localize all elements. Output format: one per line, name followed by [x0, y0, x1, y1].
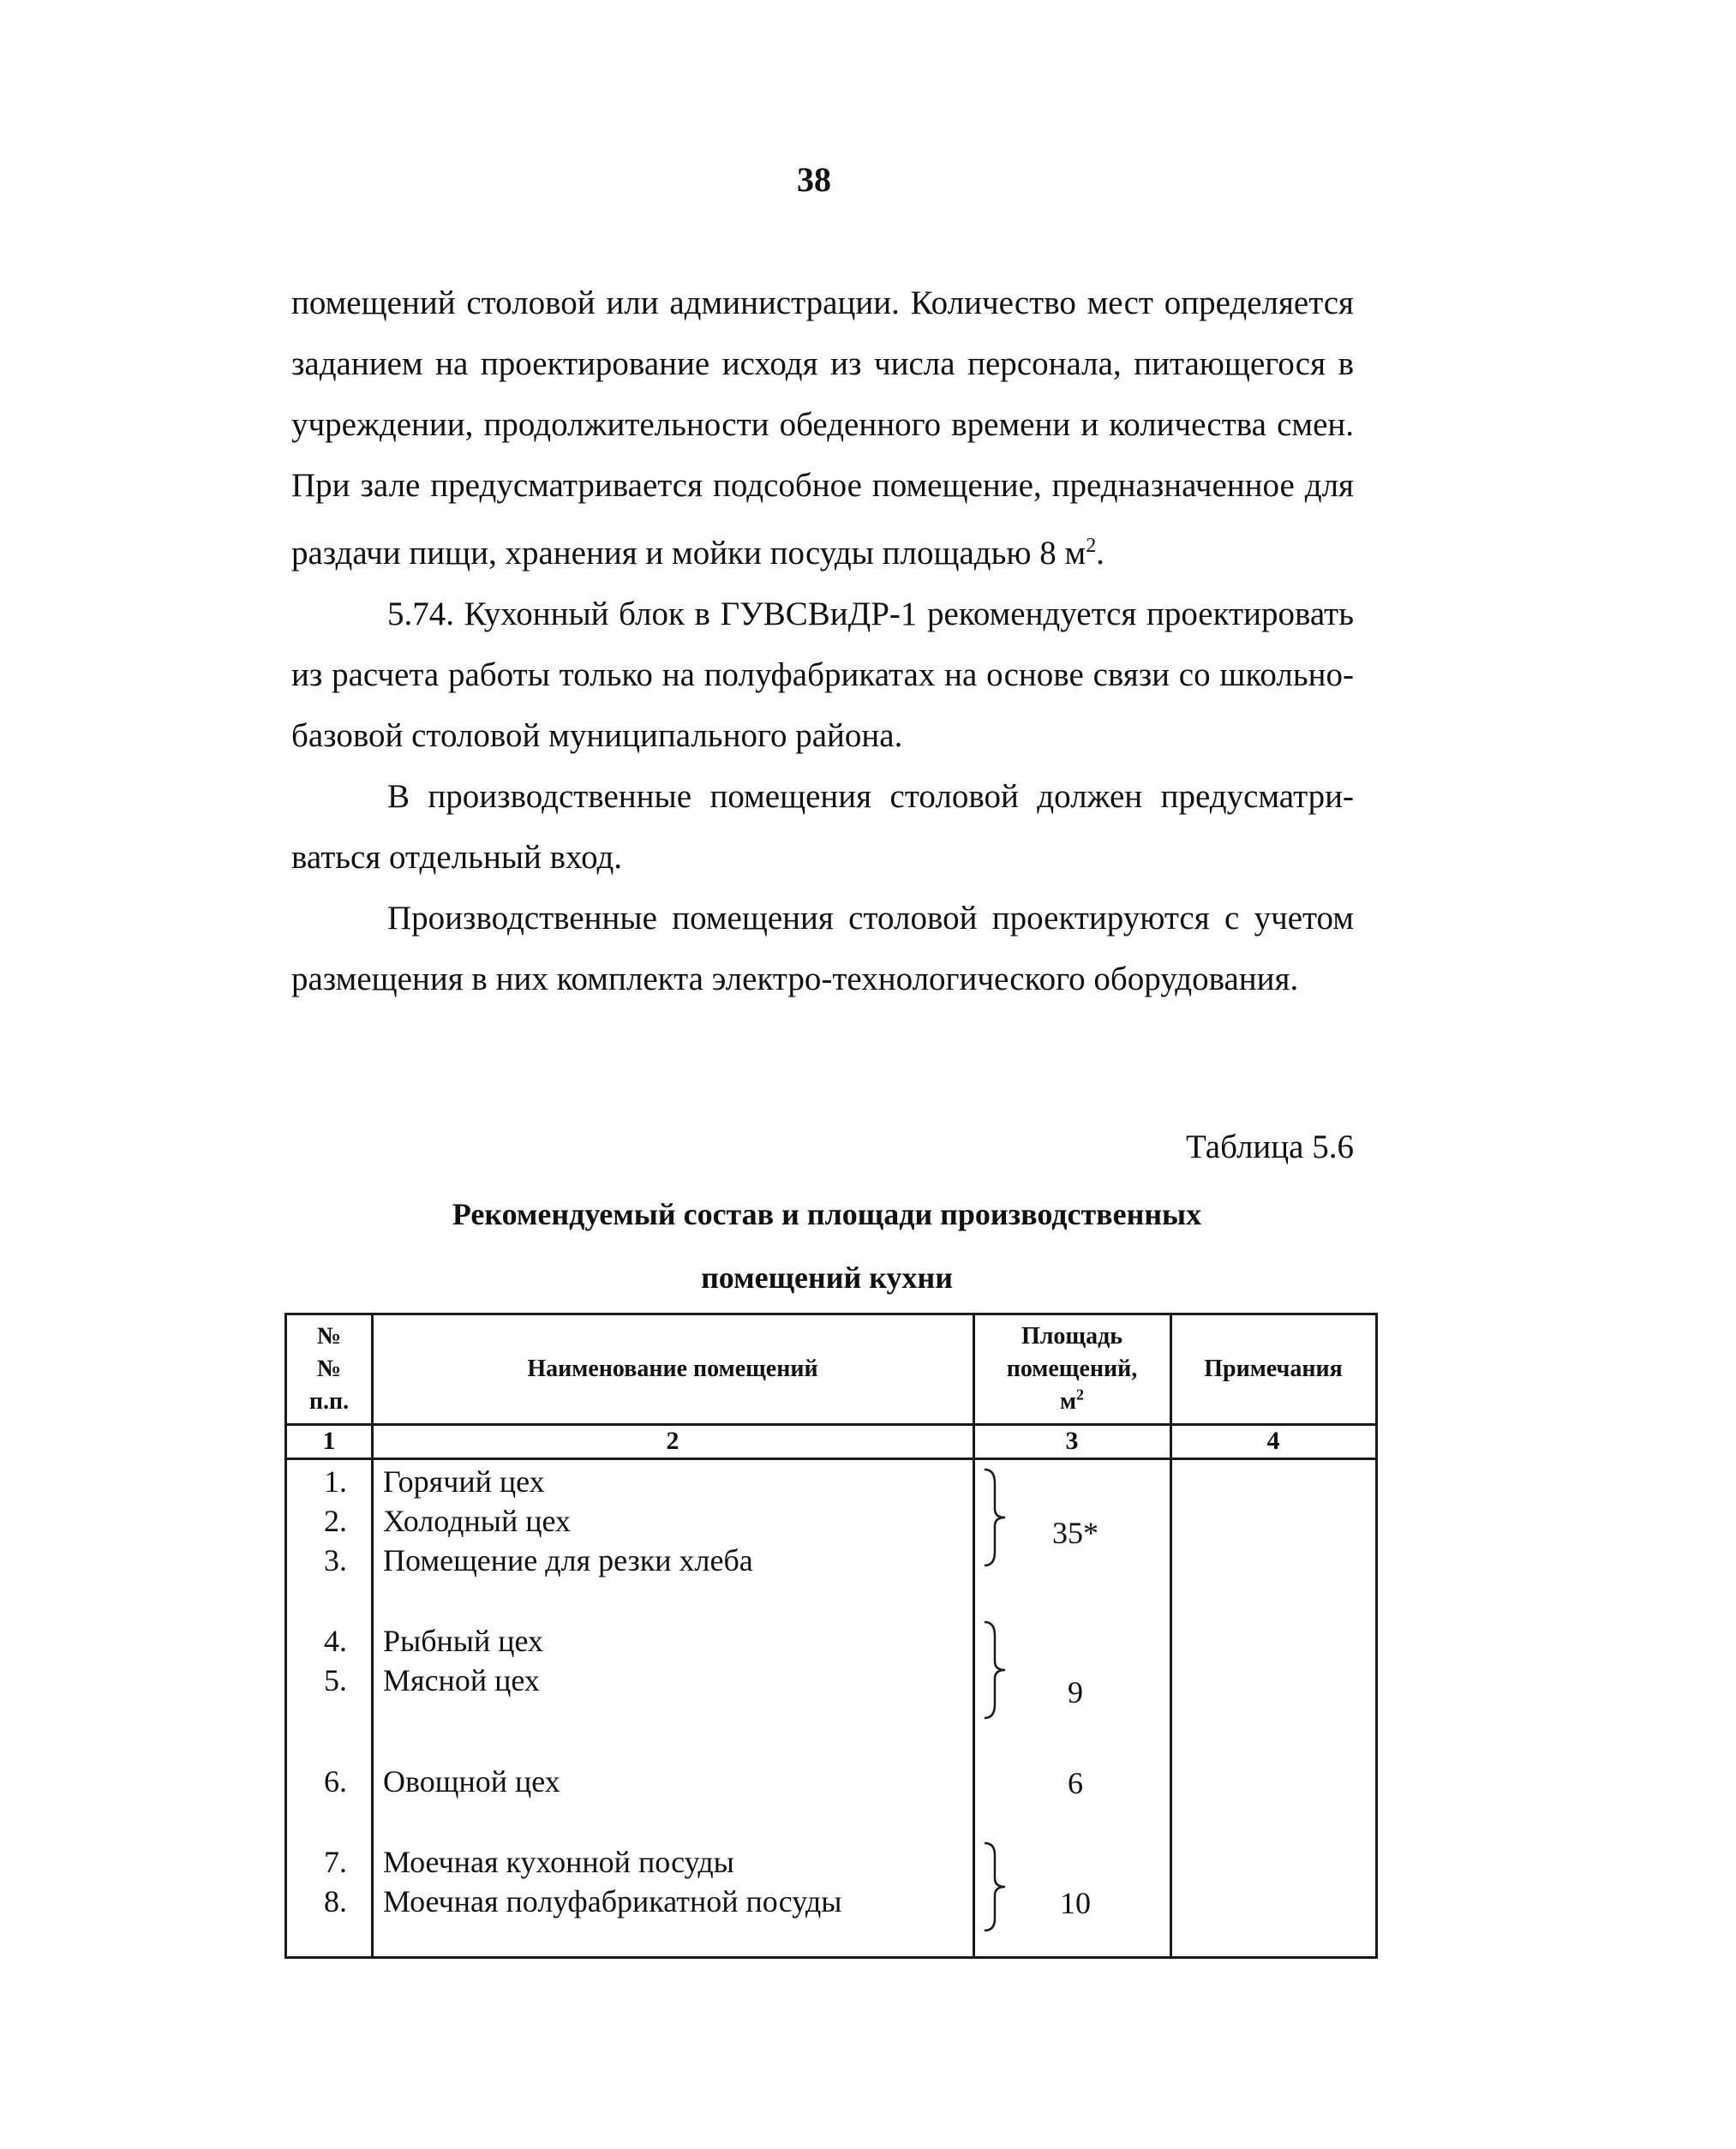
area-unit: м: [1059, 1388, 1077, 1415]
row-number: 4.: [324, 1624, 347, 1658]
table-label: Таблица 5.6: [1185, 1128, 1354, 1165]
column-number: 2: [666, 1427, 679, 1455]
header-area: [974, 1320, 1170, 1418]
rooms-table: [284, 1313, 1378, 1959]
header-area-line-1: Площадь: [1021, 1323, 1123, 1350]
body-text: [291, 272, 1354, 1009]
column-number-divider: [287, 1458, 1375, 1460]
column-divider: [1170, 1315, 1172, 1956]
table-title-line-2: помещений кухни: [701, 1260, 953, 1295]
paragraph-text: помещений столовой или администрации. Количество мест определяется заданием на проектирование исходя из числа персонала, питающегося в учреждении, продолжительности обеденного времени и количества смен. При зале предусматривается подсобное помещение, предназначенное для раздачи пищи, хранения и мойки посуды площадью 8 м: [291, 284, 1354, 572]
area-value: 9: [1068, 1675, 1083, 1709]
header-notes: Примечания: [1204, 1356, 1343, 1382]
header-number-line-1: №: [316, 1323, 342, 1350]
table-title: [283, 1182, 1371, 1309]
room-name: Помещение для резки хлеба: [383, 1543, 753, 1577]
grouping-brace: [979, 1840, 1014, 1934]
room-name: Холодный цех: [383, 1504, 571, 1538]
row-number: 6.: [324, 1764, 347, 1799]
header-name: Наименование помещений: [527, 1356, 818, 1382]
column-number: 3: [1065, 1427, 1079, 1455]
room-name: Рыбный цех: [383, 1624, 544, 1658]
table-title-line-1: Рекомендуемый состав и площади производственных: [452, 1197, 1202, 1231]
page-number: 38: [797, 160, 831, 199]
paragraph-entrance: В производственные помещения столовой должен предусматриваться отдельный вход.: [291, 778, 1354, 876]
header-number: [287, 1320, 371, 1418]
period: .: [1096, 535, 1104, 572]
room-name: Моечная кухонной посуды: [383, 1845, 734, 1879]
row-number: 1.: [324, 1464, 347, 1499]
area-value: 35*: [1052, 1516, 1098, 1550]
room-name: Мясной цех: [383, 1663, 540, 1697]
row-number: 5.: [324, 1663, 347, 1697]
paragraph-equipment: Производственные помещения столовой проектируются с учетом размещения в них комплекта электро-технологического оборудования.: [291, 900, 1354, 997]
header-area-unit: [974, 1386, 1170, 1418]
header-area-line-2: помещений,: [1006, 1356, 1138, 1382]
paragraph-continuation: [291, 272, 1354, 584]
row-number: 3.: [324, 1543, 347, 1577]
row-number: 7.: [324, 1845, 347, 1879]
column-number: 4: [1266, 1427, 1280, 1455]
area-value: 10: [1060, 1886, 1091, 1920]
column-divider: [371, 1315, 374, 1956]
room-name: Моечная полуфабрикатной посуды: [383, 1884, 842, 1919]
row-number: 8.: [324, 1884, 347, 1919]
grouping-brace: [979, 1619, 1014, 1721]
area-unit-sup: 2: [1076, 1386, 1085, 1404]
room-name: Овощной цех: [383, 1764, 560, 1799]
row-number: 2.: [324, 1504, 347, 1538]
room-name: Горячий цех: [383, 1464, 545, 1499]
header-number-line-2: №: [316, 1356, 342, 1382]
header-number-line-3: п.п.: [308, 1388, 350, 1415]
paragraph-5-74: 5.74. Кухонный блок в ГУВСВиДР-1 рекомендуется проектировать из расчета работы только на полуфабрикатах на основе связи со школьно-базовой столовой муниципального района.: [291, 596, 1354, 754]
column-number: 1: [322, 1427, 336, 1455]
area-value: 6: [1068, 1766, 1083, 1800]
grouping-brace: [979, 1466, 1014, 1569]
area-superscript: 2: [1086, 535, 1097, 557]
